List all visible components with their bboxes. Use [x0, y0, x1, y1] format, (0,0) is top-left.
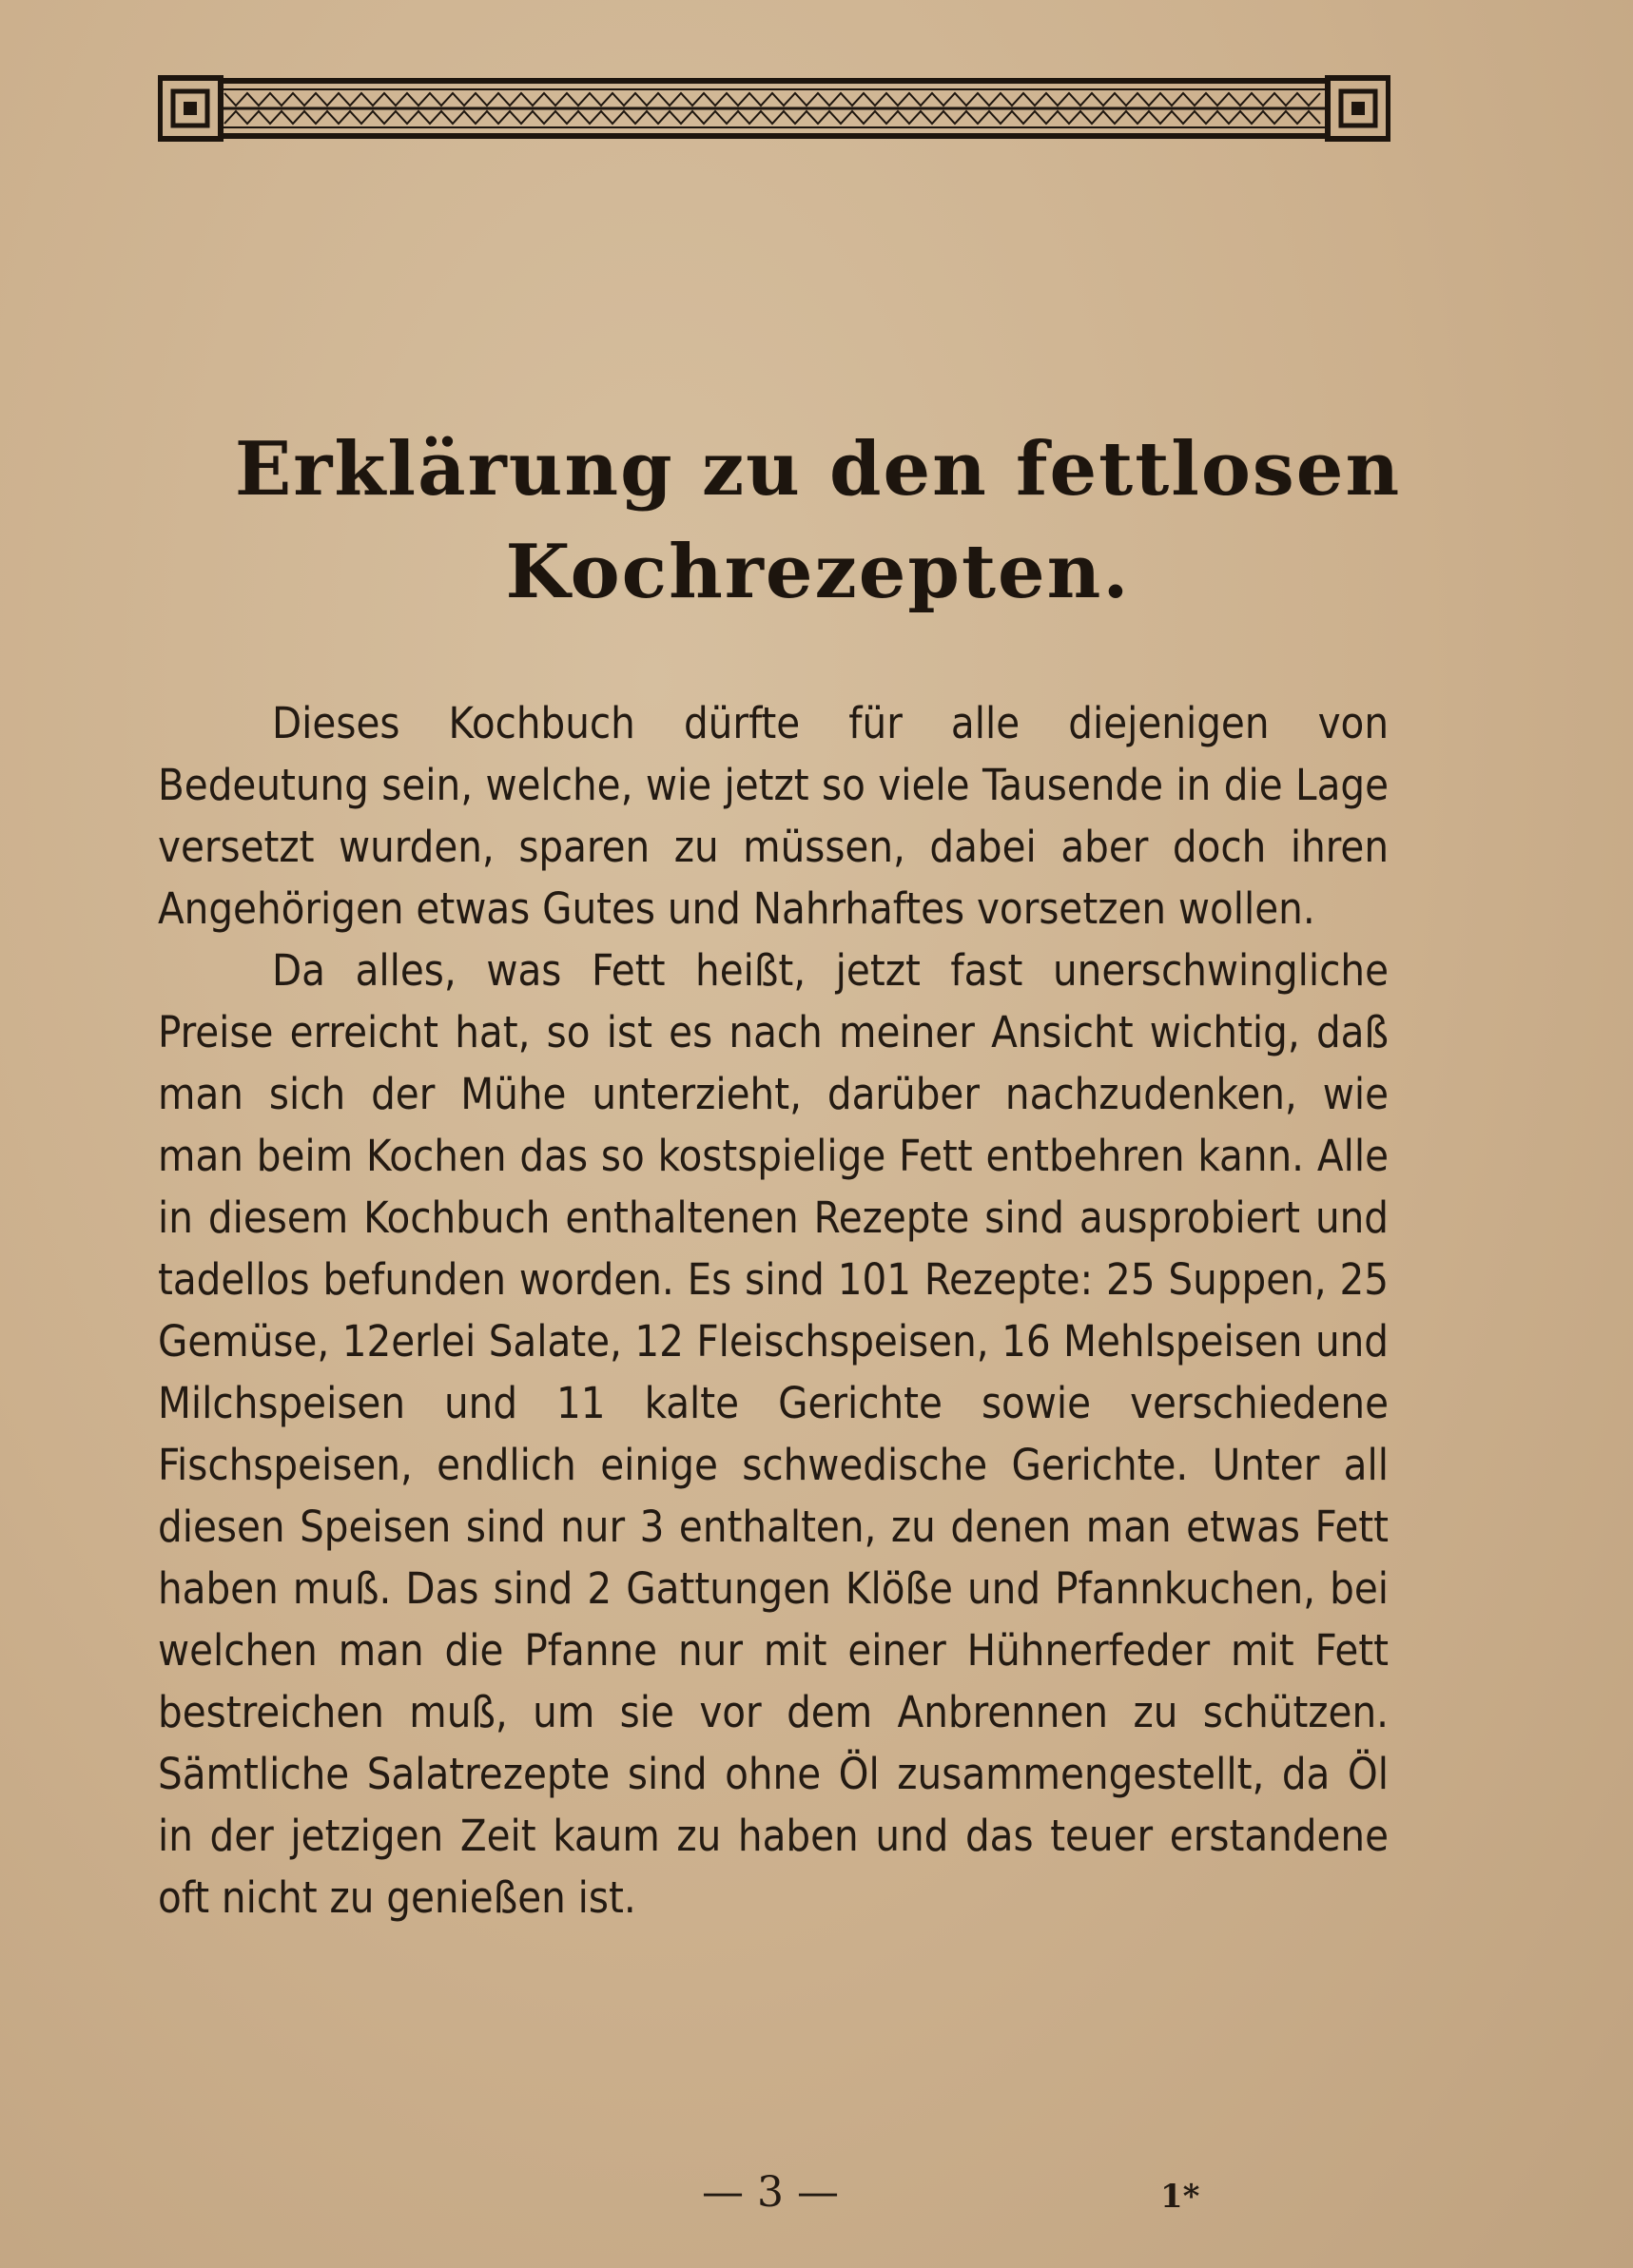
- header-ornament-border: [158, 74, 1390, 143]
- paragraph-2: [158, 940, 1389, 1929]
- title-line-1: Erklärung zu den fettlosen: [234, 426, 1402, 513]
- paragraph-2-text: Da alles, was Fett heißt, jetzt fast unerschwingliche Preise erreicht hat, so ist es nach meiner Ansicht wichtig, daß man sich der Mühe unterzieht, darüber nachzudenken, wie man beim Kochen das so kostspielige Fett entbehren kann. Alle in diesem Kochbuch enthaltenen Rezepte sind ausprobiert und tadellos befunden worden. Es sind 101 Rezepte: 25 Suppen, 25 Gemüse, 12erlei Salate, 12 Fleischspeisen, 16 Mehlspeisen und Milchspeisen und 11 kalte Gerichte sowie verschiedene Fischspeisen, endlich einige schwedische Gerichte. Unter all diesen Speisen sind nur 3 enthalten, zu denen man etwas Fett haben muß. Das sind 2 Gattungen Klöße und Pfannkuchen, bei welchen man die Pfanne nur mit einer Hühnerfeder mit Fett bestreichen muß, um sie vor dem Anbrennen zu schützen. Sämtliche Salatrezepte sind ohne Öl zusammengestellt, da Öl in der jetzigen Zeit kaum zu haben und das teuer erstandene oft nicht zu genießen ist.: [158, 945, 1389, 1923]
- page-title: [114, 418, 1522, 624]
- paragraph-1-text: Dieses Kochbuch dürfte für alle diejenigen von Bedeutung sein, welche, wie jetzt so viele Tausende in die Lage versetzt wurden, sparen zu müssen, dabei aber doch ihren Angehörigen etwas Gutes und Nahrhaftes vorsetzen wollen.: [158, 698, 1389, 934]
- title-line-2: Kochrezepten.: [505, 529, 1131, 615]
- body-text: [158, 692, 1389, 1929]
- signature-mark: 1*: [1160, 2178, 1200, 2216]
- paragraph-1: [158, 692, 1389, 940]
- page-number: — 3 —: [702, 2168, 839, 2217]
